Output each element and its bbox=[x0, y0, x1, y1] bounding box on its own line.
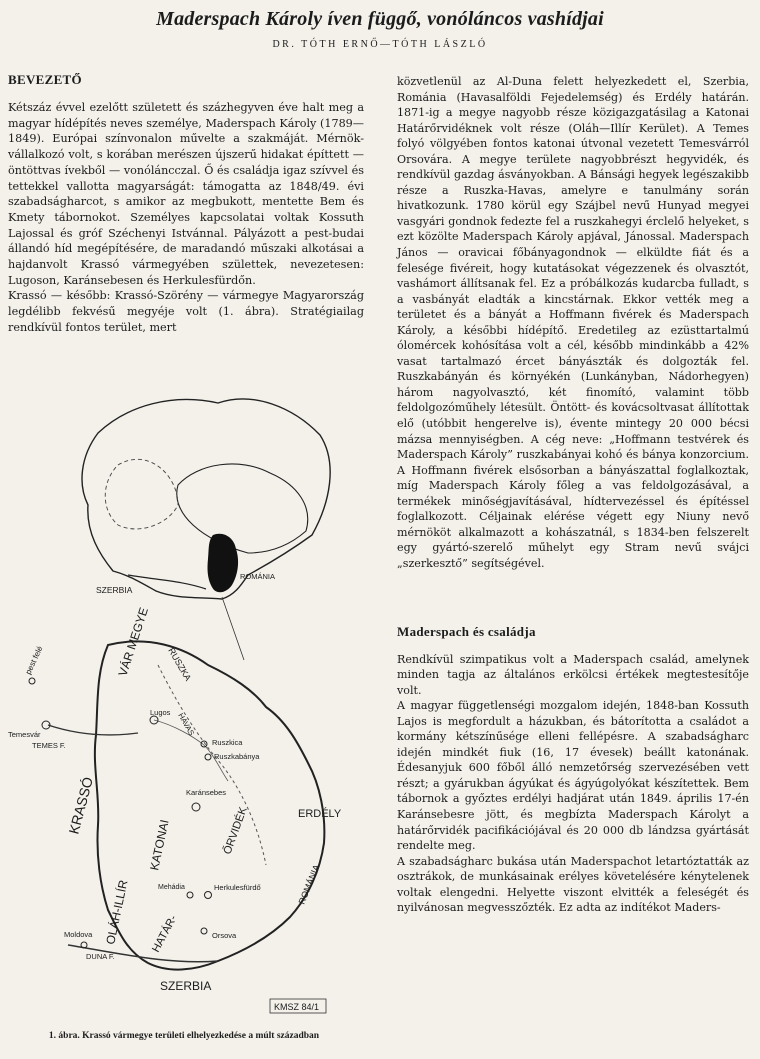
right-paragraph-1: közvetlenül az Al-Duna felett helyezkedett el, Szerbia, Románia (Havasalföldi Fejedelemség) és Erdély határán. 1871-ig a megye nagyobb része közigazgatásilag a Katonai Határőrvidéknek volt része (Oláh—Illír Kerület). A Temes folyó völgyében fontos katonai útvonal vezetett Temesvárról Orsovára. A megye területe nagyobbrészt hegyvidék, és rendkívül gazdag ásványokban. A Bánsági hegyek legészakibb része a Ruszka-Havas, amelyre e tanulmány során hivatkozunk. 1780 körül egy Szájbel nevű Hunyad megyei vasgyári gondnok fedezte fel a ruszkahegyi érclelő helyeket, s ezt közölte Maderspach Károly apjával, Jánossal. Maderspach János — oravicai főbányagondnok — elküldte fiát és a felesége fivéreit, hogy kutatásokat végezzenek és olvasztót, vashámort állítsanak fel. Ez a próbálkozás kudarcba fulladt, s a vasbányát eladták a kincstárnak. Ekkor vették meg a területet és a bányát a Hoffmann fivérek és Maderspach Károly, a későbbi hídépítő. Eredetileg az ezüsttartalmú ólomércek kohósítása volt a cél, később mindinkább a 42% vasat tartalmazó ércet bányászták és dolgozták fel. Ruszkabányán és környékén (Lunkányban, Nádorhegyen) három nagyolvasztó, két finomító, valamint több feldolgozóműhely létesült. Öntött- és kovácsoltvasat állítottak elő (utóbbit hengerelve is), évente mintegy 20 000 bécsi mázsa mennyiségben. A cég neve: „Hoffmann testvérek és Maderspach Károly” ruszkabányai kohó és bánya konzorcium. A Hoffmann fivérek elsősorban a bányászattal foglalkoztak, míg Maderspach Károly főleg a vas feldolgozásával, a termékek minőségjavításával, hídtervezéssel és építéssel foglalkozott. Céljainak elérése végett egy Niuny nevő mérnököt alkalmazott a kohászatnál, s 1834-ben felszerelt egy gyártó-szerelő műhelyt egy Stram nevű svájci „szerkesztő” segítségével. bbox=[397, 75, 749, 570]
family-paragraph-2: A magyar függetlenségi mozgalom idején, 1848-ban Kossuth Lajos is megfordult a házukban, és bátorította a családot a kormány kétszínűsége elleni fellépésre. A szabadságharc idején mindkét fiuk (16, 17 évesek) beállt katonának. Édesanyjuk 600 főből álló nemzetőrség szervezésében vett részt; a gyárukban ágyúkat és ágyúgolyókat készítettek. Bem tábornok a győztes erdélyi hadjárat után 1849. április 17-én Karánsebesre jött, és megbízta Maderspach Károlyt a határőrvidék pacifikációjával és 20 000 db lándzsa gyártását rendelte meg. bbox=[397, 699, 749, 853]
pin-herkulesfurdo bbox=[205, 892, 212, 899]
label-herkulesfurdo: Herkulesfürdő bbox=[214, 883, 261, 892]
label-karansebes: Karánsebes bbox=[186, 788, 227, 797]
label-erdely: ERDÉLY bbox=[298, 808, 342, 820]
label-ruszkica: Ruszkica bbox=[212, 738, 243, 747]
county-outline bbox=[95, 641, 325, 969]
map-svg bbox=[8, 385, 364, 1025]
family-paragraph-1: Rendkívül szimpatikus volt a Maderspach család, amelynek minden tagja az általános erkölcsi értékek megtestesítője volt. bbox=[397, 652, 749, 697]
pin-ruszkabanya bbox=[205, 754, 211, 760]
label-pest-fele: pest felé bbox=[23, 644, 45, 676]
article-authors: DR. TÓTH ERNŐ—TÓTH LÁSZLÓ bbox=[272, 39, 488, 50]
label-krasso: KRASSÓ bbox=[65, 775, 97, 836]
label-temes-f: TEMES F. bbox=[32, 741, 66, 750]
pin-ruszkica bbox=[201, 741, 207, 747]
pin-mehadia bbox=[187, 892, 193, 898]
label-hatar: HATÁR- bbox=[150, 913, 180, 955]
label-var-megye: VÁR MEGYE bbox=[115, 605, 151, 678]
section-heading-introduction: BEVEZETŐ bbox=[8, 72, 82, 87]
temes-river bbox=[48, 725, 138, 735]
family-paragraph-3: A szabadságharc bukása után Maderspachot letartóztatták az osztrákok, de munkásainak erélyes követelésére kénytelenek voltak elengedni. Helyette viszont elvitték a feleségét és nyilvánosan megvesszőzték. Ez adta az indítékot Maders- bbox=[397, 854, 749, 915]
inset-label-romania: ROMÁNIA bbox=[240, 572, 276, 581]
hungary-outline bbox=[82, 399, 330, 599]
inset-label-serbia: SZERBIA bbox=[96, 585, 133, 595]
label-ruszka: RUSZKA bbox=[166, 646, 194, 683]
intro-paragraph-2: Krassó — később: Krassó-Szörény — vármegye Magyarország legdélibb fekvésű megyéje volt (1. ábra). Stratégiailag rendkívül fontos terület, mert bbox=[8, 289, 364, 334]
column-spacer bbox=[397, 572, 749, 624]
label-romania: ROMÁNIA bbox=[296, 863, 322, 906]
transylvania-outline bbox=[177, 464, 308, 553]
figure-caption: 1. ábra. Krassó vármegye területi elhelyezkedése a múlt században bbox=[48, 1031, 320, 1041]
region-outline bbox=[105, 459, 178, 529]
left-column bbox=[8, 72, 364, 336]
right-column bbox=[397, 74, 749, 916]
label-moldova: Moldova bbox=[64, 930, 93, 939]
label-lugos: Lugos bbox=[150, 708, 171, 717]
label-olah-illir: OLÁH-ILLÍR bbox=[103, 878, 131, 946]
section-heading-family: Maderspach és családja bbox=[397, 623, 536, 639]
inset-map bbox=[82, 399, 330, 660]
label-havas: HAVAS bbox=[176, 711, 197, 738]
inner-border bbox=[158, 665, 266, 865]
county-map bbox=[8, 605, 342, 993]
pin-orsova bbox=[201, 928, 207, 934]
article-title: Maderspach Károly íven függő, vonóláncos vashídjai bbox=[156, 8, 604, 30]
label-temesvar: Temesvár bbox=[8, 730, 41, 739]
label-katonai: KATONAI bbox=[147, 818, 172, 872]
krasso-highlight bbox=[208, 534, 239, 592]
connector-line bbox=[222, 597, 244, 660]
label-orsova: Orsova bbox=[212, 931, 237, 940]
label-szerbia: SZERBIA bbox=[160, 979, 212, 993]
map-stamp: KMSZ 84/1 bbox=[274, 1002, 320, 1012]
label-mehadia: Mehádia bbox=[158, 884, 185, 891]
intro-paragraph-1: Kétszáz évvel ezelőtt született és százhegyven éve halt meg a magyar hídépítés neves személye, Maderspach Károly (1789—1849). Európai színvonalon művelte a szakmáját. Mérnök-vállalkozó volt, s korában merészen újszerű hidakat építtett — öntöttvas ívekből — vonóláncczal. Ő és családja igaz szívvel és tettekkel vallotta magyarságát: támogatta az 1848/49. évi szabadságharcot, s amikor az megbukott, mentette Bem és Kmety tábornokot. Személyes kapcsolatai voltak Kossuth Lajossal és gróf Széchenyi Istvánnal. Pályázott a pest-budai állandó híd megépítésére, de maradandó műszaki alkotásai a hajdanvolt Krassó vármegyében születtek, nevezetesen: Lugoson, Karánsebesen és Herkulesfürdőn. bbox=[8, 101, 364, 287]
label-ruszkabanya: Ruszkabánya bbox=[214, 752, 260, 761]
label-duna-f: DUNA F. bbox=[86, 952, 115, 961]
pin-pest bbox=[29, 678, 35, 684]
label-orvidek: ŐRVIDÉK bbox=[221, 805, 250, 857]
map-figure bbox=[8, 385, 364, 1025]
pin-karansebes bbox=[192, 803, 200, 811]
